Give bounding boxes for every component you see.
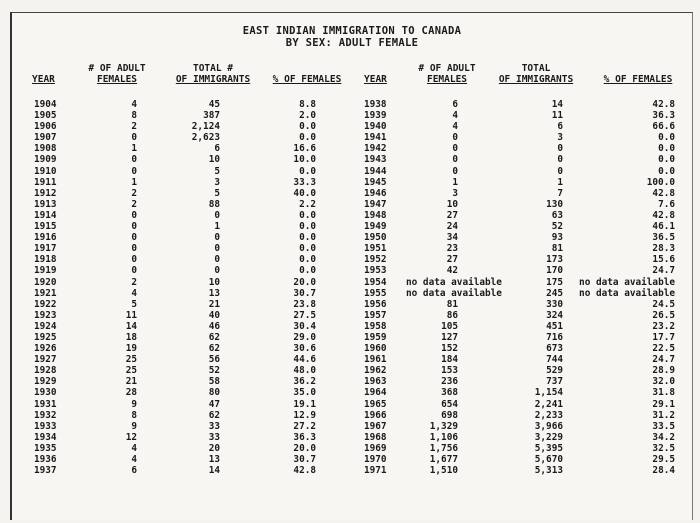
table-cell: 1929	[34, 376, 57, 388]
table-cell: 2	[131, 121, 137, 133]
table-cell: 8	[131, 110, 137, 122]
table-cell: 1943	[364, 154, 387, 166]
table-cell: 12.9	[293, 409, 316, 421]
table-cell: 2,241	[534, 398, 563, 410]
table-cell: 14	[125, 320, 137, 332]
table-cell: 1	[557, 176, 563, 188]
table-cell: 42.8	[652, 209, 675, 221]
table-cell: 20	[208, 442, 220, 454]
column-years-left	[34, 99, 57, 476]
table-cell: 1,510	[429, 465, 458, 477]
table-cell: 18	[125, 331, 137, 343]
table-cell: 1938	[364, 99, 387, 110]
table-cell: 0.0	[299, 265, 316, 277]
table-cell: 47	[208, 398, 220, 410]
table-cell: 1937	[34, 465, 57, 477]
header-adult-females: # OF ADULT FEMALES	[88, 63, 146, 85]
table-cell: 1944	[364, 165, 387, 177]
table-cell: 6	[452, 99, 458, 110]
table-cell: 1936	[34, 454, 57, 465]
table-cell: 1935	[34, 442, 57, 454]
table-cell: 744	[546, 354, 563, 366]
table-cell: 1963	[364, 376, 387, 388]
table-cell: 1910	[34, 165, 57, 177]
table-cell: 1940	[364, 121, 387, 133]
table-cell: 0	[557, 165, 563, 177]
table-cell: 21	[125, 376, 137, 388]
table-cell: 24.7	[652, 354, 675, 366]
table-cell: 4	[131, 99, 137, 110]
table-cell: 33	[208, 431, 220, 443]
table-cell: 33.5	[652, 420, 675, 432]
table-cell: 1915	[34, 221, 57, 233]
table-cell: 42.8	[293, 465, 316, 477]
table-cell: 27	[446, 254, 458, 266]
table-cell: 1914	[34, 209, 57, 221]
table-cell: 2.0	[299, 110, 316, 122]
table-cell: 1916	[34, 232, 57, 244]
table-cell: 31.8	[652, 387, 675, 399]
table-cell: 26.5	[652, 309, 675, 321]
document-page	[10, 12, 693, 520]
table-cell: 5,395	[534, 442, 563, 454]
table-cell: 1950	[364, 232, 387, 244]
table-cell: 673	[546, 343, 563, 355]
table-cell: 4	[131, 287, 137, 299]
table-cell: 716	[546, 331, 563, 343]
column-females-left	[92, 99, 137, 476]
table-cell: 1967	[364, 420, 387, 432]
table-cell: 45	[208, 99, 220, 110]
table-cell: 2	[131, 276, 137, 288]
table-cell: 42	[446, 265, 458, 277]
table-cell: 0	[452, 143, 458, 155]
table-cell: 80	[208, 387, 220, 399]
table-cell: 1932	[34, 409, 57, 421]
table-cell: 0.0	[299, 121, 316, 133]
table-cell: 93	[551, 232, 563, 244]
table-cell: 14	[208, 465, 220, 477]
table-cell: 40.0	[293, 187, 316, 199]
table-cell: 0.0	[299, 165, 316, 177]
table-cell: 152	[441, 343, 458, 355]
table-cell: 1,106	[429, 431, 458, 443]
table-cell: 0.0	[658, 132, 675, 144]
table-cell: 175	[546, 276, 563, 288]
table-cell: 22.5	[652, 343, 675, 355]
table-cell: 1946	[364, 187, 387, 199]
table-cell: 25	[125, 354, 137, 366]
table-cell: 0	[131, 265, 137, 277]
table-cell: 0	[131, 209, 137, 221]
table-cell: 1,329	[429, 420, 458, 432]
table-cell: 1965	[364, 398, 387, 410]
table-cell: 698	[441, 409, 458, 421]
header-total-immigrants-right: TOTAL OF IMMIGRANTS	[498, 63, 574, 85]
table-cell: 10	[446, 198, 458, 210]
table-cell: 368	[441, 387, 458, 399]
table-title: EAST INDIAN IMMIGRATION TO CANADA	[242, 25, 462, 37]
table-cell: 24.5	[652, 298, 675, 310]
table-cell: 36.3	[293, 431, 316, 443]
table-cell: 1928	[34, 365, 57, 377]
column-totals-left	[172, 99, 220, 476]
table-cell: 1	[131, 176, 137, 188]
table-cell: 1952	[364, 254, 387, 266]
table-cell: 0	[131, 154, 137, 166]
table-cell: 1969	[364, 442, 387, 454]
table-cell: 62	[208, 343, 220, 355]
table-cell: 1934	[34, 431, 57, 443]
table-cell: 130	[546, 198, 563, 210]
table-cell: 34	[446, 232, 458, 244]
table-cell: 19.1	[293, 398, 316, 410]
table-cell: 1917	[34, 243, 57, 255]
table-cell: 1908	[34, 143, 57, 155]
table-cell: 1921	[34, 287, 57, 299]
table-cell: 9	[131, 398, 137, 410]
table-cell: 1927	[34, 354, 57, 366]
table-cell: 1,677	[429, 454, 458, 465]
table-cell: 1941	[364, 132, 387, 144]
table-cell: 0	[131, 254, 137, 266]
table-cell: no data available	[406, 287, 502, 299]
table-cell: 23.8	[293, 298, 316, 310]
table-cell: 1913	[34, 198, 57, 210]
table-cell: 63	[551, 209, 563, 221]
table-cell: 5	[131, 298, 137, 310]
table-cell: 20.0	[293, 276, 316, 288]
table-cell: 3,229	[534, 431, 563, 443]
table-cell: 1964	[364, 387, 387, 399]
table-cell: 2	[131, 187, 137, 199]
table-subtitle: BY SEX: ADULT FEMALE	[285, 37, 419, 49]
table-cell: 0	[214, 209, 220, 221]
table-cell: 4	[131, 442, 137, 454]
table-cell: 30.6	[293, 343, 316, 355]
table-cell: 1	[214, 221, 220, 233]
table-cell: 1920	[34, 276, 57, 288]
header-pct-females-right: % OF FEMALES	[603, 74, 673, 85]
table-cell: 1	[131, 143, 137, 155]
table-cell: 1956	[364, 298, 387, 310]
table-cell: 1953	[364, 265, 387, 277]
table-cell: 0	[214, 254, 220, 266]
table-cell: 6	[214, 143, 220, 155]
table-cell: 0.0	[658, 165, 675, 177]
table-cell: 1971	[364, 465, 387, 477]
table-cell: 1945	[364, 176, 387, 188]
table-cell: 32.5	[652, 442, 675, 454]
table-cell: 0	[452, 154, 458, 166]
table-cell: 66.6	[652, 121, 675, 133]
table-cell: 0	[214, 265, 220, 277]
table-cell: 0	[131, 132, 137, 144]
table-cell: 27.5	[293, 309, 316, 321]
table-cell: 35.0	[293, 387, 316, 399]
table-cell: 29.1	[652, 398, 675, 410]
table-cell: 42.8	[652, 187, 675, 199]
table-cell: 11	[125, 309, 137, 321]
table-cell: 34.2	[652, 431, 675, 443]
table-cell: 4	[452, 121, 458, 133]
table-cell: 81	[551, 243, 563, 255]
table-cell: 330	[546, 298, 563, 310]
table-cell: 86	[446, 309, 458, 321]
table-cell: 1947	[364, 198, 387, 210]
table-cell: 2,623	[191, 132, 220, 144]
table-cell: 19	[125, 343, 137, 355]
table-cell: 1948	[364, 209, 387, 221]
table-cell: 5,313	[534, 465, 563, 477]
table-cell: 14	[551, 99, 563, 110]
table-cell: 1904	[34, 99, 57, 110]
table-cell: 9	[131, 420, 137, 432]
header-total-immigrants: TOTAL # OF IMMIGRANTS	[175, 63, 251, 85]
table-cell: 1951	[364, 243, 387, 255]
table-cell: 30.4	[293, 320, 316, 332]
table-cell: 28.9	[652, 365, 675, 377]
table-cell: 0.0	[299, 243, 316, 255]
table-cell: 29.5	[652, 454, 675, 465]
table-cell: 245	[546, 287, 563, 299]
table-cell: 7	[557, 187, 563, 199]
table-cell: 0	[131, 221, 137, 233]
table-cell: 27	[446, 209, 458, 221]
table-cell: 17.7	[652, 331, 675, 343]
header-year-right: YEAR	[364, 74, 387, 85]
table-cell: 0.0	[658, 154, 675, 166]
table-cell: 1924	[34, 320, 57, 332]
table-cell: 23.2	[652, 320, 675, 332]
table-cell: 13	[208, 454, 220, 465]
table-cell: 1958	[364, 320, 387, 332]
table-cell: 30.7	[293, 454, 316, 465]
table-cell: 1909	[34, 154, 57, 166]
table-cell: 1	[452, 176, 458, 188]
header-year: YEAR	[32, 74, 55, 85]
table-cell: 5	[214, 165, 220, 177]
table-cell: 1907	[34, 132, 57, 144]
table-cell: 28.3	[652, 243, 675, 255]
table-cell: no data available	[579, 287, 675, 299]
table-cell: 40	[208, 309, 220, 321]
table-cell: 11	[551, 110, 563, 122]
table-cell: 1949	[364, 221, 387, 233]
table-cell: 1968	[364, 431, 387, 443]
table-cell: 236	[441, 376, 458, 388]
table-cell: no data available	[579, 276, 675, 288]
table-cell: 31.2	[652, 409, 675, 421]
table-cell: 1918	[34, 254, 57, 266]
table-cell: 52	[551, 221, 563, 233]
table-cell: 1970	[364, 454, 387, 465]
table-cell: 6	[557, 121, 563, 133]
table-cell: 23	[446, 243, 458, 255]
table-cell: 0	[131, 243, 137, 255]
table-cell: 529	[546, 365, 563, 377]
table-cell: 52	[208, 365, 220, 377]
table-cell: 16.6	[293, 143, 316, 155]
table-cell: 324	[546, 309, 563, 321]
table-cell: 4	[131, 454, 137, 465]
table-cell: 32.0	[652, 376, 675, 388]
table-cell: 1960	[364, 343, 387, 355]
table-cell: 10	[208, 276, 220, 288]
table-cell: 10.0	[293, 154, 316, 166]
table-cell: 451	[546, 320, 563, 332]
table-cell: 33	[208, 420, 220, 432]
table-cell: 28.4	[652, 465, 675, 477]
header-pct-females: % OF FEMALES	[272, 74, 342, 85]
table-cell: 0	[214, 232, 220, 244]
table-cell: 0	[131, 232, 137, 244]
table-cell: 2	[131, 198, 137, 210]
column-totals-right	[517, 99, 563, 476]
table-cell: 0.0	[658, 143, 675, 155]
table-cell: 20.0	[293, 442, 316, 454]
table-cell: 44.6	[293, 354, 316, 366]
table-cell: 1939	[364, 110, 387, 122]
table-cell: 6	[131, 465, 137, 477]
table-cell: 81	[446, 298, 458, 310]
table-cell: 36.5	[652, 232, 675, 244]
table-cell: 58	[208, 376, 220, 388]
table-cell: 24	[446, 221, 458, 233]
table-cell: 21	[208, 298, 220, 310]
table-cell: 127	[441, 331, 458, 343]
table-cell: 105	[441, 320, 458, 332]
table-cell: 1959	[364, 331, 387, 343]
table-cell: 1942	[364, 143, 387, 155]
column-pcts-right	[578, 99, 675, 476]
table-cell: 170	[546, 265, 563, 277]
table-cell: 5,670	[534, 454, 563, 465]
table-cell: 0	[214, 243, 220, 255]
table-cell: 5	[214, 187, 220, 199]
table-cell: 1966	[364, 409, 387, 421]
table-cell: 0	[131, 165, 137, 177]
table-cell: 0.0	[299, 221, 316, 233]
table-cell: 46.1	[652, 221, 675, 233]
table-cell: 56	[208, 354, 220, 366]
table-cell: 737	[546, 376, 563, 388]
table-cell: 13	[208, 287, 220, 299]
table-cell: 1930	[34, 387, 57, 399]
table-cell: 3	[214, 176, 220, 188]
table-cell: 3	[557, 132, 563, 144]
table-cell: 36.2	[293, 376, 316, 388]
header-adult-females-right: # OF ADULT FEMALES	[418, 63, 476, 85]
table-cell: 184	[441, 354, 458, 366]
table-cell: 62	[208, 409, 220, 421]
table-cell: 1926	[34, 343, 57, 355]
table-cell: 0.0	[299, 132, 316, 144]
table-cell: 1912	[34, 187, 57, 199]
table-cell: 1,154	[534, 387, 563, 399]
table-cell: 24.7	[652, 265, 675, 277]
table-cell: 4	[452, 110, 458, 122]
table-cell: 100.0	[646, 176, 675, 188]
table-cell: 15.6	[652, 254, 675, 266]
table-cell: 48.0	[293, 365, 316, 377]
table-cell: 387	[203, 110, 220, 122]
column-pcts-left	[274, 99, 316, 476]
table-cell: 1923	[34, 309, 57, 321]
table-cell: 654	[441, 398, 458, 410]
table-cell: 3,966	[534, 420, 563, 432]
table-cell: 1925	[34, 331, 57, 343]
table-cell: 0.0	[299, 209, 316, 221]
column-years-right	[364, 99, 387, 476]
table-cell: 1905	[34, 110, 57, 122]
table-cell: 10	[208, 154, 220, 166]
table-cell: 0	[557, 143, 563, 155]
table-cell: 36.3	[652, 110, 675, 122]
table-cell: 1957	[364, 309, 387, 321]
table-cell: 0	[557, 154, 563, 166]
table-cell: no data available	[406, 276, 502, 288]
table-cell: 1919	[34, 265, 57, 277]
table-cell: 12	[125, 431, 137, 443]
table-cell: 0	[452, 165, 458, 177]
table-cell: 8	[131, 409, 137, 421]
table-cell: 62	[208, 331, 220, 343]
table-cell: 1962	[364, 365, 387, 377]
table-cell: 30.7	[293, 287, 316, 299]
table-cell: 27.2	[293, 420, 316, 432]
table-cell: 2,233	[534, 409, 563, 421]
table-cell: 0.0	[299, 232, 316, 244]
table-cell: 1931	[34, 398, 57, 410]
table-cell: 1911	[34, 176, 57, 188]
table-cell: 0.0	[299, 254, 316, 266]
table-cell: 1954	[364, 276, 387, 288]
table-cell: 88	[208, 198, 220, 210]
table-cell: 2.2	[299, 198, 316, 210]
table-cell: 7.6	[658, 198, 675, 210]
table-cell: 1955	[364, 287, 387, 299]
table-cell: 1,756	[429, 442, 458, 454]
table-cell: 3	[452, 187, 458, 199]
table-cell: 2,124	[191, 121, 220, 133]
table-cell: 28	[125, 387, 137, 399]
table-cell: 153	[441, 365, 458, 377]
table-cell: 46	[208, 320, 220, 332]
table-cell: 1906	[34, 121, 57, 133]
table-cell: 1961	[364, 354, 387, 366]
table-cell: 0	[452, 132, 458, 144]
table-cell: 25	[125, 365, 137, 377]
column-females-right	[406, 99, 502, 477]
table-cell: 173	[546, 254, 563, 266]
table-cell: 42.8	[652, 99, 675, 110]
table-cell: 33.3	[293, 176, 316, 188]
table-cell: 1933	[34, 420, 57, 432]
table-cell: 1922	[34, 298, 57, 310]
table-cell: 8.8	[299, 99, 316, 110]
table-cell: 29.0	[293, 331, 316, 343]
